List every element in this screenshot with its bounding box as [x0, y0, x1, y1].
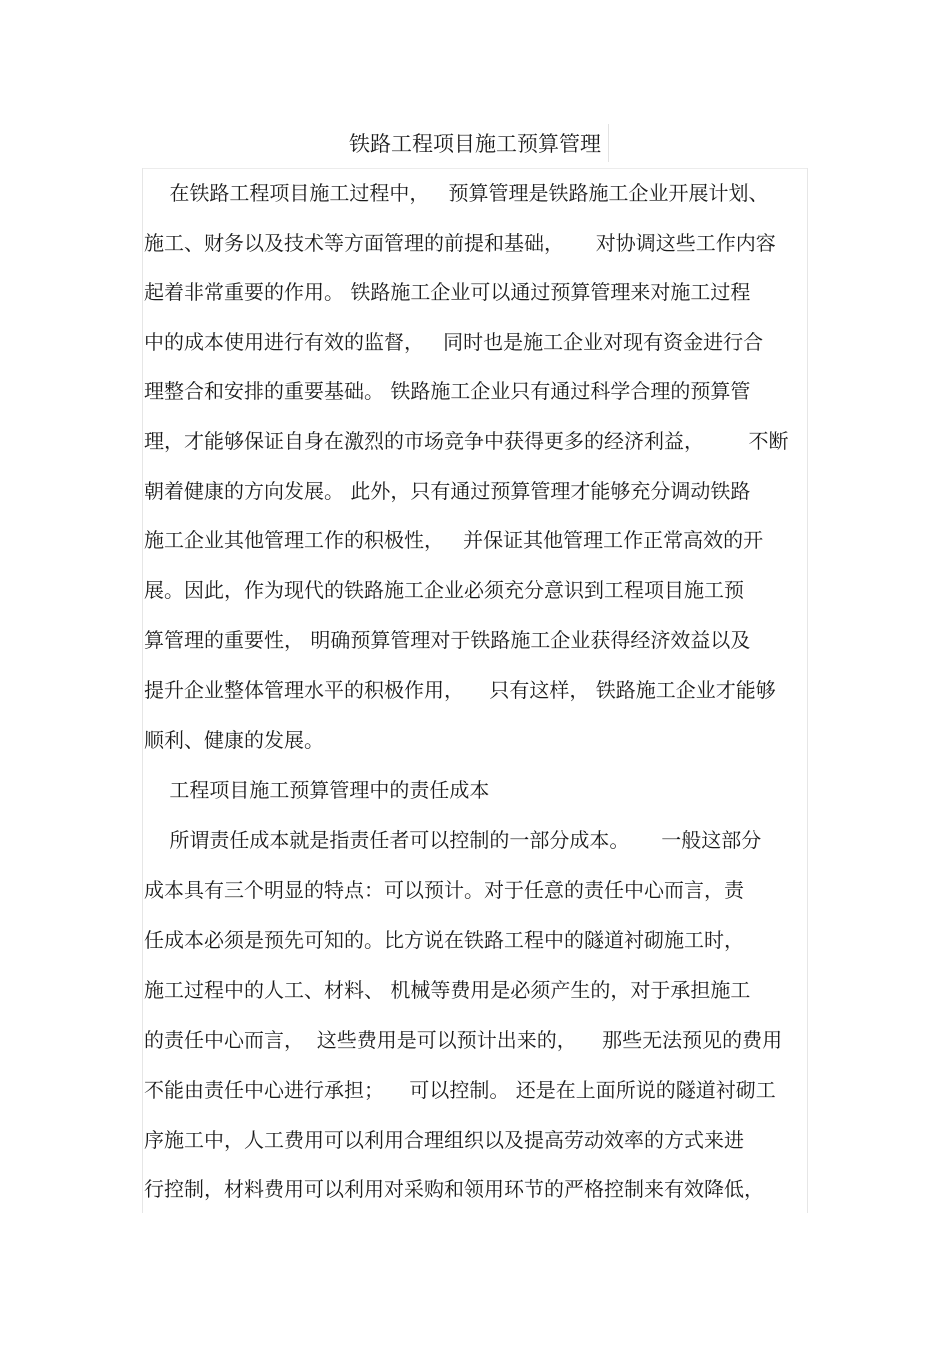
body-line: 提升企业整体管理水平的积极作用， 只有这样， 铁路施工企业才能够 — [144, 678, 776, 702]
body-line: 算管理的重要性， 明确预算管理对于铁路施工企业获得经济效益以及 — [144, 628, 751, 652]
page-frame-top-rule — [142, 168, 808, 169]
body-line: 在铁路工程项目施工过程中， 预算管理是铁路施工企业开展计划、 — [144, 181, 769, 205]
body-line: 朝着健康的方向发展。 此外，只有通过预算管理才能够充分调动铁路 — [144, 479, 751, 503]
body-line: 施工过程中的人工、材料、 机械等费用是必须产生的，对于承担施工 — [144, 978, 751, 1002]
body-line: 任成本必须是预先可知的。比方说在铁路工程中的隧道衬砌施工时， — [144, 928, 744, 952]
body-line: 顺利、健康的发展。 — [144, 728, 324, 752]
body-line: 展。因此，作为现代的铁路施工企业必须充分意识到工程项目施工预 — [144, 578, 744, 602]
body-line: 施工企业其他管理工作的积极性， 并保证其他管理工作正常高效的开 — [144, 528, 764, 552]
document-title: 铁路工程项目施工预算管理 — [349, 132, 601, 156]
section-heading: 工程项目施工预算管理中的责任成本 — [144, 778, 490, 802]
body-line: 施工、财务以及技术等方面管理的前提和基础， 对协调这些工作内容 — [144, 231, 776, 255]
page-frame-left-rule — [142, 168, 143, 1213]
body-line: 中的成本使用进行有效的监督， 同时也是施工企业对现有资金进行合 — [144, 330, 764, 354]
page-frame-right-rule — [807, 168, 808, 1213]
body-line: 行控制，材料费用可以利用对采购和领用环节的严格控制来有效降低， — [144, 1177, 764, 1201]
body-line: 成本具有三个明显的特点：可以预计。对于任意的责任中心而言，责 — [144, 878, 744, 902]
body-line: 所谓责任成本就是指责任者可以控制的一部分成本。 一般这部分 — [144, 828, 762, 852]
body-line: 的责任中心而言， 这些费用是可以预计出来的， 那些无法预见的费用 — [144, 1028, 783, 1052]
body-line: 序施工中，人工费用可以利用合理组织以及提高劳动效率的方式来进 — [144, 1128, 744, 1152]
body-line: 不能由责任中心进行承担； 可以控制。 还是在上面所说的隧道衬砌工 — [144, 1078, 776, 1102]
body-line: 起着非常重要的作用。 铁路施工企业可以通过预算管理来对施工过程 — [144, 280, 751, 304]
body-line: 理整合和安排的重要基础。 铁路施工企业只有通过科学合理的预算管 — [144, 379, 751, 403]
body-line: 理，才能够保证自身在激烈的市场竞争中获得更多的经济利益， 不断 — [144, 429, 789, 453]
